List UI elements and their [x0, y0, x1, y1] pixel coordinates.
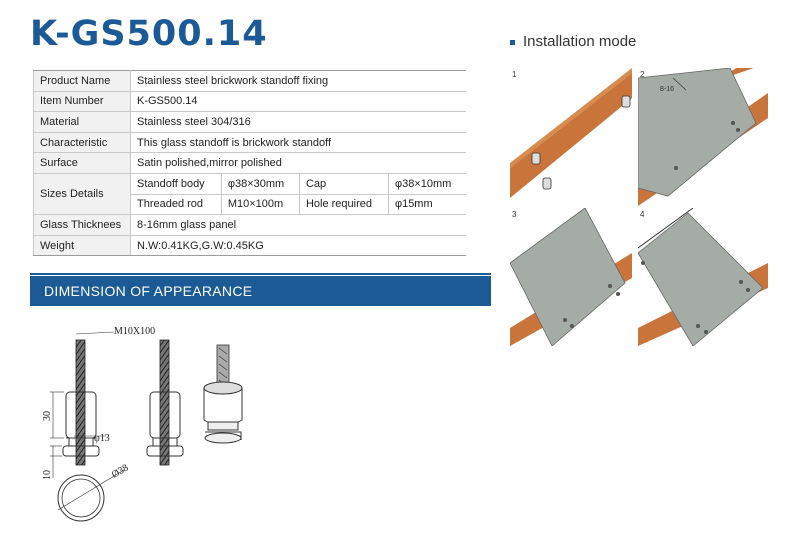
dimension-banner: DIMENSION OF APPEARANCE: [30, 276, 491, 306]
spec-label: Sizes Details: [34, 173, 131, 214]
front-view: [42, 326, 155, 480]
size-value: φ38×10mm: [388, 173, 466, 194]
size-value: φ15mm: [388, 194, 466, 215]
step-number: 1: [512, 70, 517, 79]
step-number: 3: [512, 210, 517, 219]
body-height-label: 30: [42, 411, 53, 421]
spec-value: Satin polished,mirror polished: [131, 153, 467, 174]
table-row: [34, 235, 467, 256]
bullet-icon: [510, 40, 515, 45]
step-number: 2: [640, 70, 645, 79]
table-row: [34, 153, 467, 174]
spec-value: K-GS500.14: [131, 91, 467, 112]
spec-value: 8-16mm glass panel: [131, 215, 467, 236]
spec-label: Material: [34, 112, 131, 133]
cap-height-label: 10: [42, 470, 53, 480]
spec-value: Stainless steel brickwork standoff fixing: [131, 71, 467, 92]
install-step-3: [510, 208, 632, 346]
side-view: [147, 340, 183, 465]
spec-label: Glass Thicknees: [34, 215, 131, 236]
table-row: [34, 112, 467, 133]
rod-dimension-label: M10X100: [114, 326, 156, 337]
size-label: Hole required: [299, 194, 388, 215]
installation-heading: [510, 33, 636, 50]
size-label: Standoff body: [131, 173, 222, 194]
install-step-1: [510, 68, 632, 206]
spec-value: This glass standoff is brickwork standoff: [131, 132, 467, 153]
size-value: M10×100m: [221, 194, 299, 215]
rod-diameter-label: φ13: [94, 433, 110, 444]
spec-table: [33, 70, 466, 256]
install-step-4: [638, 208, 768, 346]
install-step-2: [638, 68, 768, 206]
spec-label: Surface: [34, 153, 131, 174]
spec-label: Product Name: [34, 71, 131, 92]
table-row: [34, 173, 467, 194]
table-row: [34, 91, 467, 112]
top-view: [58, 462, 130, 521]
dimension-drawing: [36, 320, 276, 530]
step-number: 4: [640, 210, 645, 219]
table-row: [34, 215, 467, 236]
spec-label: Weight: [34, 235, 131, 256]
spec-value: N.W:0.41KG,G.W:0.45KG: [131, 235, 467, 256]
3d-view: [204, 345, 242, 443]
size-label: Threaded rod: [131, 194, 222, 215]
body-diameter-label: Ø38: [110, 462, 131, 481]
product-title: K-GS500.14: [30, 14, 268, 54]
spec-value: Stainless steel 304/316: [131, 112, 467, 133]
table-row: [34, 71, 467, 92]
spec-label: Item Number: [34, 91, 131, 112]
spec-label: Characteristic: [34, 132, 131, 153]
table-row: [34, 132, 467, 153]
installation-heading-text: Installation mode: [523, 33, 637, 50]
size-label: Cap: [299, 173, 388, 194]
glass-range-label: 8-16: [660, 86, 675, 93]
size-value: φ38×30mm: [221, 173, 299, 194]
